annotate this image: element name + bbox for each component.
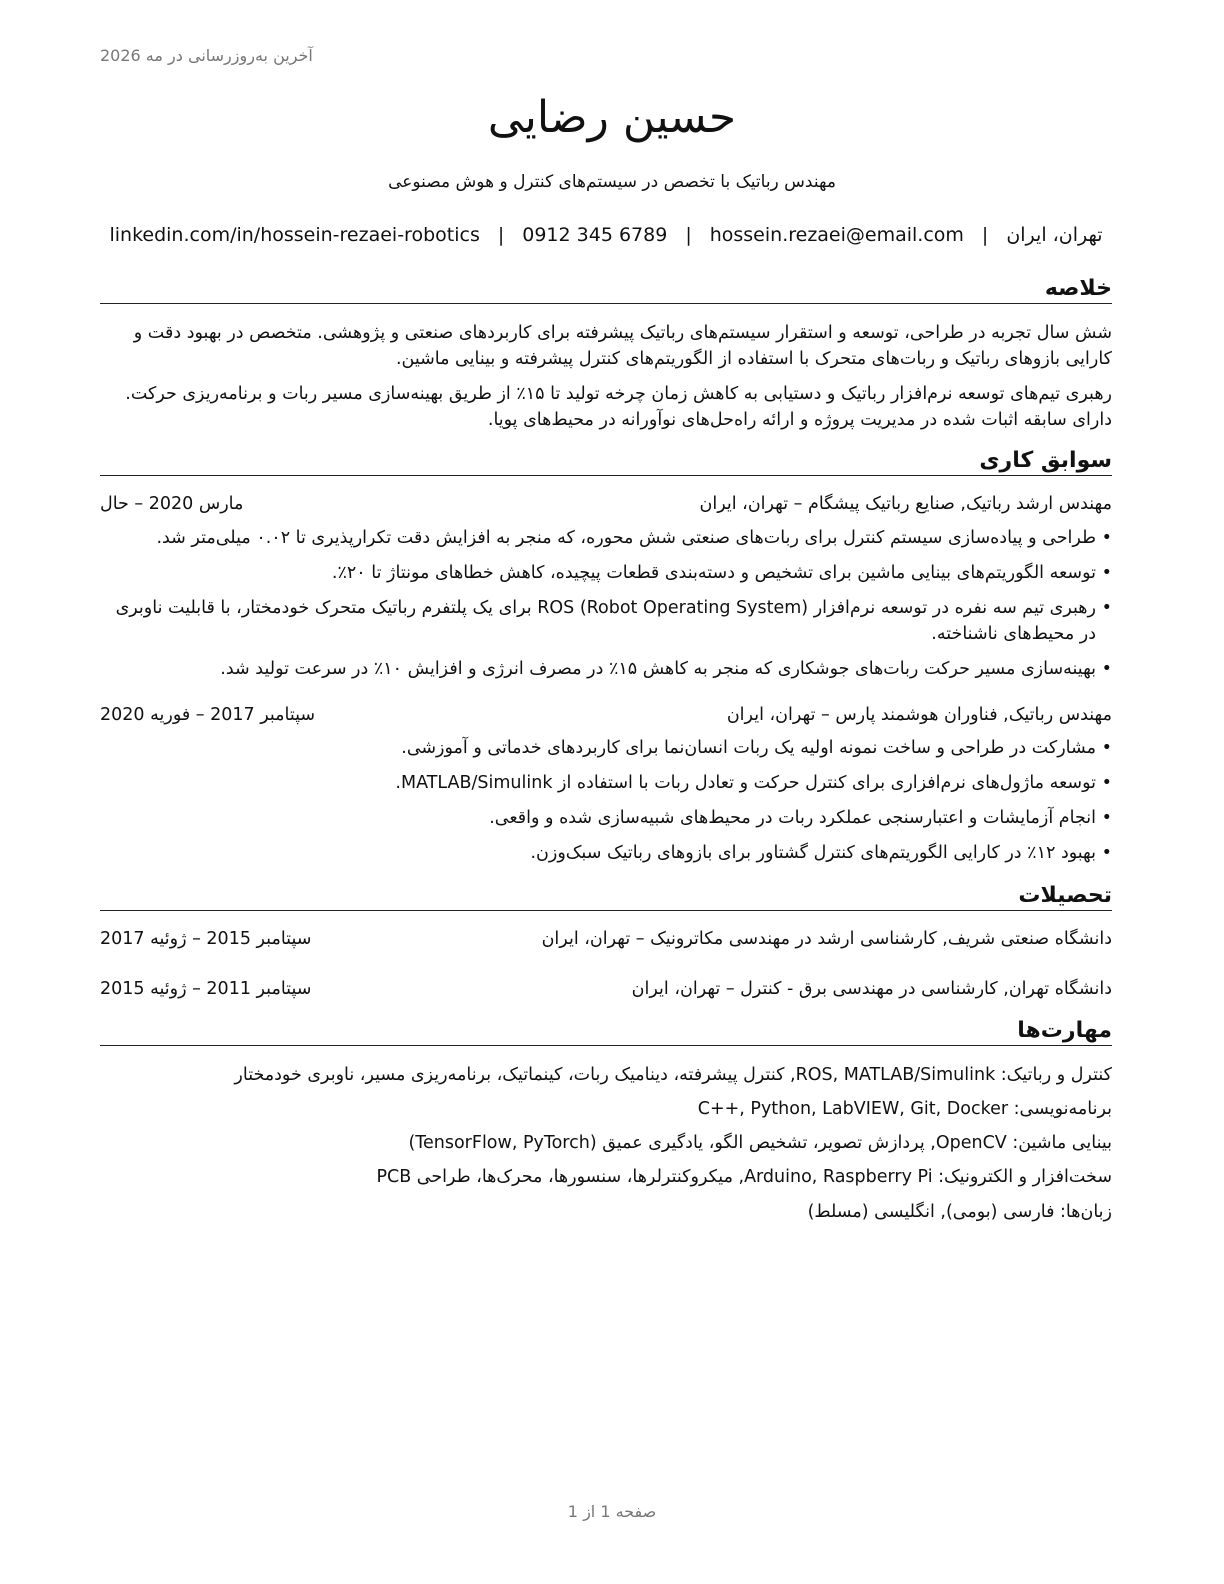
education-date: سپتامبر 2011 – ژوئیه 2015 (100, 979, 312, 999)
list-item: • توسعه الگوریتم‌های بینایی ماشین برای تشخیص و دسته‌بندی قطعات پیچیده، کاهش خطاهای مونتاژ تا ۲۰٪. (98, 560, 1112, 586)
contact-separator: | (981, 224, 989, 246)
contact-line (100, 224, 1112, 246)
skill-line: زبان‌ها: فارسی (بومی), انگلیسی (مسلط) (807, 1202, 1112, 1222)
list-item: • انجام آزمایشات و اعتبارسنجی عملکرد ربات در محیط‌های شبیه‌سازی شده و واقعی. (98, 805, 1112, 831)
contact-phone[interactable]: 0912 345 6789 (522, 224, 668, 246)
summary-title: خلاصه (100, 276, 1112, 304)
last-updated: آخرین به‌روزرسانی در مه 2026 (100, 46, 313, 65)
tagline: مهندس رباتیک با تخصص در سیستم‌های کنترل و هوش مصنوعی (388, 172, 836, 192)
summary-paragraph-1: شش سال تجربه در طراحی، توسعه و استقرار سیستم‌های رباتیک پیشرفته برای کاربردهای صنعتی و پژوهشی. متخصص در بهبود دقت و کارایی بازوهای رباتیک و ربات‌های متحرک با استفاده از الگوریتم‌های کنترل پیشرفته و بینایی ماشین. (133, 323, 1112, 369)
job-date: مارس 2020 – حال (100, 494, 244, 514)
education-item (100, 929, 1112, 949)
job-bullets (98, 735, 1112, 875)
list-item: • طراحی و پیاده‌سازی سیستم کنترل برای ربات‌های صنعتی شش محوره، که منجر به افزایش دقت تکرارپذیری تا ۰.۰۲ میلی‌متر شد. (98, 525, 1112, 551)
job-title: مهندس ارشد رباتیک, صنایع رباتیک پیشگام – تهران، ایران (699, 494, 1112, 514)
list-item: • رهبری تیم سه نفره در توسعه نرم‌افزار ROS (Robot Operating System) برای یک پلتفرم رباتیک متحرک خودمختار، با قابلیت ناوبری در محیط‌های ناشناخته. (98, 595, 1112, 647)
skills-title: مهارت‌ها (100, 1018, 1112, 1046)
education-item (100, 979, 1112, 999)
job-heading (100, 705, 1112, 725)
skill-line: بینایی ماشین: OpenCV, پردازش تصویر، تشخیص الگو، یادگیری عمیق (TensorFlow, PyTorch) (408, 1133, 1112, 1153)
job-bullets (98, 525, 1112, 691)
job-heading (100, 494, 1112, 514)
contact-linkedin[interactable]: linkedin.com/in/hossein-rezaei-robotics (109, 224, 480, 246)
education-heading: دانشگاه صنعتی شریف, کارشناسی ارشد در مهندسی مکاترونیک – تهران، ایران (541, 929, 1112, 949)
skill-line: برنامه‌نویسی: C++, Python, LabVIEW, Git, Docker (697, 1099, 1112, 1119)
contact-separator: | (497, 224, 505, 246)
contact-separator: | (685, 224, 692, 246)
job-title: مهندس رباتیک, فناوران هوشمند پارس – تهران، ایران (726, 705, 1112, 725)
contact-location: تهران، ایران (1006, 224, 1103, 246)
page-number: صفحه 1 از 1 (567, 1502, 657, 1521)
summary-paragraph-2: رهبری تیم‌های توسعه نرم‌افزار رباتیک و دستیابی به کاهش زمان چرخه تولید تا ۱۵٪ از طریق بهینه‌سازی مسیر ربات و برنامه‌ریزی حرکت. دارای سابقه اثبات شده در مدیریت پروژه و ارائه راه‌حل‌های نوآورانه در محیط‌های پویا. (125, 384, 1112, 430)
list-item: • بهینه‌سازی مسیر حرکت ربات‌های جوشکاری که منجر به کاهش ۱۵٪ در مصرف انرژی و افزایش ۱۰٪ در سرعت تولید شد. (98, 656, 1112, 682)
list-item: • توسعه ماژول‌های نرم‌افزاری برای کنترل حرکت و تعادل ربات با استفاده از MATLAB/Simulink. (98, 770, 1112, 796)
list-item: • مشارکت در طراحی و ساخت نمونه اولیه یک ربات انسان‌نما برای کاربردهای خدماتی و آموزشی. (98, 735, 1112, 761)
skill-line: کنترل و رباتیک: ROS, MATLAB/Simulink, کنترل پیشرفته، دینامیک ربات، کینماتیک، برنامه‌ریزی مسیر، ناوبری خودمختار (234, 1065, 1112, 1085)
education-title: تحصیلات (100, 883, 1112, 911)
job-date: سپتامبر 2017 – فوریه 2020 (100, 705, 316, 725)
skill-line: سخت‌افزار و الکترونیک: Arduino, Raspberry Pi, میکروکنترلرها، سنسورها، محرک‌ها، طراحی PCB (376, 1167, 1112, 1187)
list-item: • بهبود ۱۲٪ در کارایی الگوریتم‌های کنترل گشتاور برای بازوهای رباتیک سبک‌وزن. (98, 840, 1112, 866)
experience-title: سوابق کاری (100, 448, 1112, 476)
contact-email[interactable]: hossein.rezaei@email.com (709, 224, 964, 246)
education-heading: دانشگاه تهران, کارشناسی در مهندسی برق - کنترل – تهران، ایران (631, 979, 1112, 999)
education-date: سپتامبر 2015 – ژوئیه 2017 (100, 929, 312, 949)
person-name: حسین رضایی (487, 92, 737, 143)
